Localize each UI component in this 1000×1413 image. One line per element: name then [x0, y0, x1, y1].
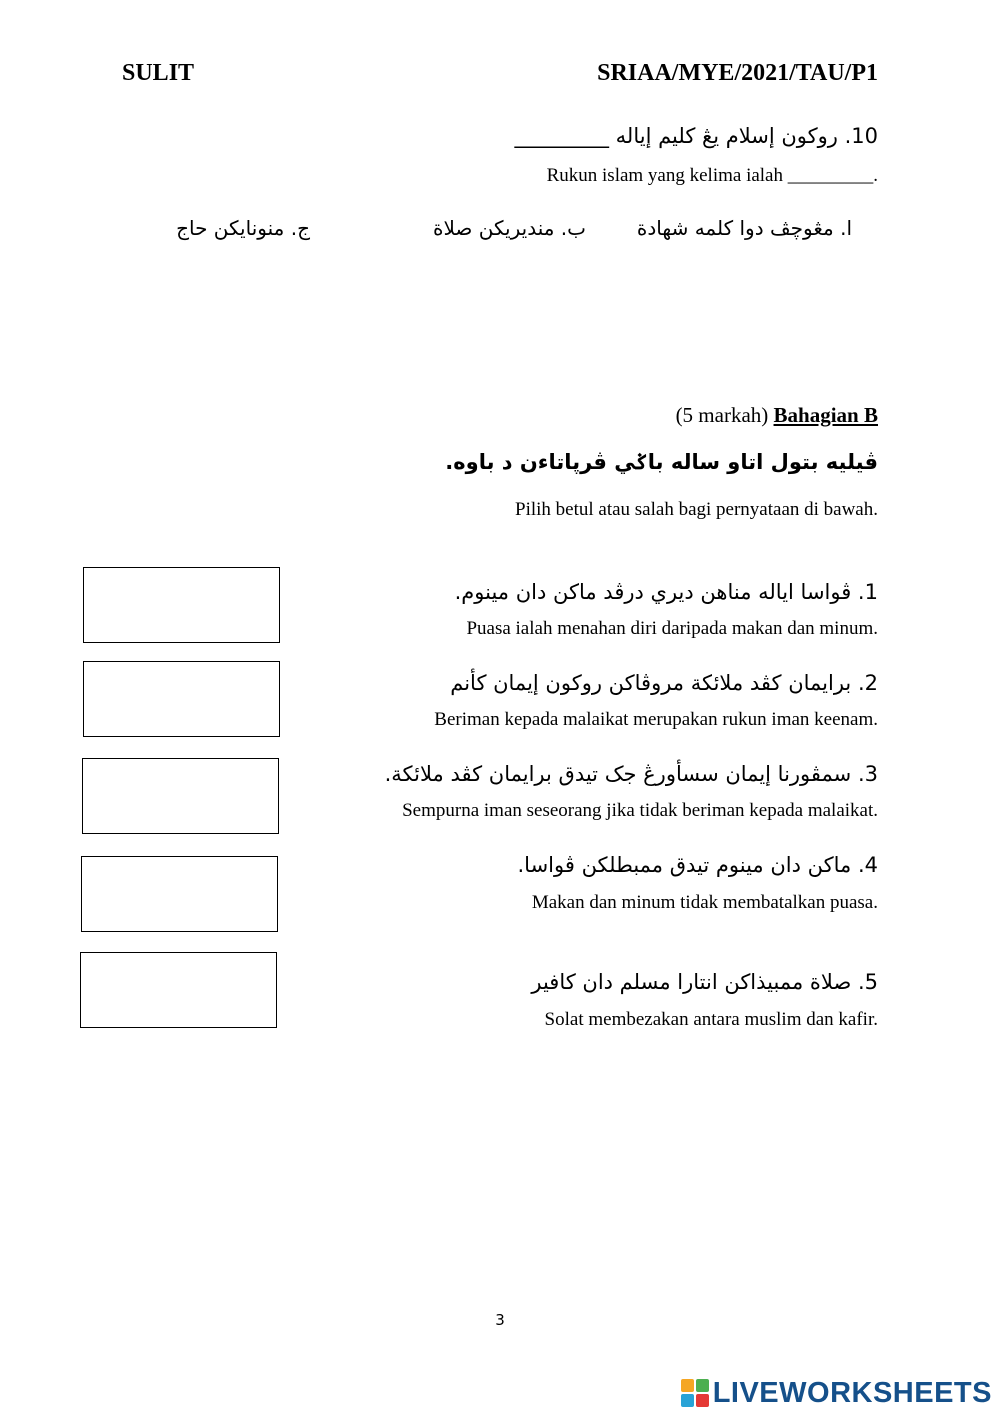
header-code: SRIAA/MYE/2021/TAU/P1: [597, 60, 878, 86]
section-title: Bahagian B: [773, 403, 878, 427]
answer-box-4[interactable]: [81, 856, 278, 932]
logo-square-4: [696, 1394, 709, 1407]
liveworksheets-logo-icon: [681, 1379, 709, 1407]
answer-box-1[interactable]: [83, 567, 280, 643]
logo-square-2: [696, 1379, 709, 1392]
statement-1-jawi: 1. ڤواسا اياله مناهن ديري درڤد ماکن دان مينوم.: [454, 580, 878, 604]
instruction-rumi: Pilih betul atau salah bagi pernyataan di bawah.: [515, 499, 878, 520]
statement-3-jawi: 3. سمڤورنا إيمان سسأورڠ جک تيدق برايمان کڤد ملائکة.: [384, 762, 878, 786]
header-left: SULIT: [122, 60, 195, 86]
liveworksheets-brand: LIVEWORKSHEETS: [712, 1376, 992, 1409]
logo-square-1: [681, 1379, 694, 1392]
statement-2-jawi: 2. برايمان کڤد ملائکة مروڤاکن روکون إيمان کأنم: [450, 671, 878, 695]
logo-square-3: [681, 1394, 694, 1407]
answer-box-5[interactable]: [80, 952, 277, 1028]
q10-option-c: ج. منونايکن حاج: [176, 216, 310, 240]
q10-jawi: 10. روکون إسلام يڠ کليم إياله _________: [514, 124, 878, 148]
answer-box-3[interactable]: [82, 758, 279, 834]
statement-4-rumi: Makan dan minum tidak membatalkan puasa.: [531, 892, 878, 913]
q10-option-a: ا. مڠوچڤ دوا کلمه شهادة: [636, 216, 852, 240]
statement-2-rumi: Beriman kepada malaikat merupakan rukun iman keenam.: [434, 709, 878, 730]
q10-option-b: ب. منديريکن صلاة: [433, 216, 586, 240]
statement-4-jawi: 4. ماکن دان مينوم تيدق ممبطلکن ڤواسا.: [517, 853, 878, 877]
answer-box-2[interactable]: [83, 661, 280, 737]
q10-rumi: Rukun islam yang kelima ialah _________.: [546, 165, 878, 186]
liveworksheets-logo[interactable]: [681, 1376, 992, 1410]
instruction-jawi: ڤيليه بتول اتاو ساله باݢي ڤرڽاتاءن د باوه.: [445, 450, 878, 474]
section-marks: (5 markah): [675, 403, 769, 427]
page-number: 3: [495, 1311, 505, 1329]
statement-5-rumi: Solat membezakan antara muslim dan kafir.: [544, 1009, 878, 1030]
section-heading: [676, 403, 878, 428]
statement-5-jawi: 5. صلاة ممبيذاکن انتارا مسلم دان کافير: [531, 970, 878, 994]
statement-1-rumi: Puasa ialah menahan diri daripada makan dan minum.: [466, 618, 878, 639]
statement-3-rumi: Sempurna iman seseorang jika tidak beriman kepada malaikat.: [402, 800, 878, 821]
